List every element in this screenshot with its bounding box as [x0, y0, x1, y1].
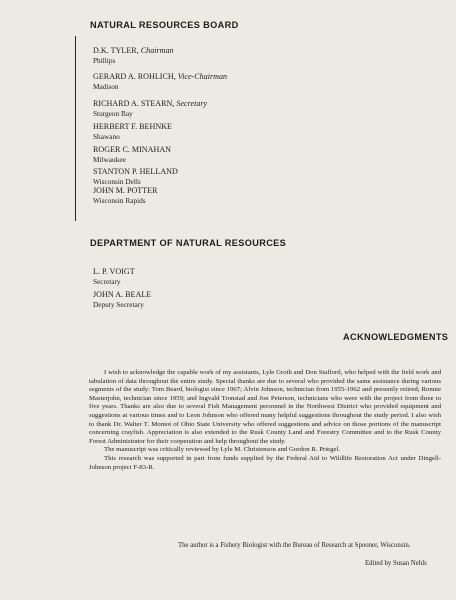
member-role: Vice-Chairman: [177, 72, 228, 81]
author-note: The author is a Fishery Biologist with the Bureau of Research at Spooner, Wisconsin.: [178, 542, 411, 549]
department-member: [93, 290, 151, 309]
board-member: [93, 186, 158, 205]
member-name: STANTON P. HELLAND: [93, 167, 178, 176]
member-name: JOHN M. POTTER: [93, 186, 158, 195]
member-role: Secretary: [176, 99, 208, 108]
member-role: Chairman: [140, 46, 174, 55]
member-title: Deputy Secretary: [93, 299, 144, 309]
member-name: HERBERT F. BEHNKE: [93, 122, 172, 131]
acknowledgments-paragraph: The manuscript was critically reviewed by Lyle M. Christenson and Gordon R. Priegel.: [104, 446, 341, 454]
member-place: Wisconsin Rapids: [93, 195, 146, 205]
board-member: [93, 46, 174, 65]
editor-note: Edited by Susan Nehls: [365, 560, 427, 567]
department-heading: DEPARTMENT OF NATURAL RESOURCES: [90, 238, 287, 248]
board-member: [93, 145, 171, 164]
acknowledgments-paragraph: This research was supported in part from funds supplied by the Federal Aid to Wildlife Restoration Act under Dingell-Johnson project F-83-R.: [89, 454, 441, 471]
board-heading: NATURAL RESOURCES BOARD: [90, 20, 239, 30]
board-member: [93, 99, 207, 118]
member-place: Madison: [93, 81, 119, 91]
board-member: [93, 167, 178, 186]
member-place: Shawano: [93, 131, 120, 141]
member-name: GERARD A. ROHLICH, Vice-Chairman: [93, 72, 228, 81]
acknowledgments-paragraph: I wish to acknowledge the capable work of my assistants, Lyle Groth and Don Stafford, who helped with the field work and tabulation of data throughout the entire study. Special thanks are due to several who provided the same assistance during various segments of the study: Tom Beard, biologist since 1967; Alvin Johnson, technician from 1955-1962 and presently retired; Ronnie Masterjohn, technician since 1959; and Ingvald Tronstad and Jon Peterson, technicians who were with the project from three to five years. Thanks are also due to several Fish Management personnel in the Northwest District who provided equipment and suggestions at various times and to Leon Johnson who offered many helpful suggestions throughout the study period. I also wish to thank Dr. Walter T. Momot of Ohio State University who offered suggestions and advice on those portions of the manuscript concerning crayfish. Appreciation is also extended to the Rusk County Land and Forestry Committee and to the Rusk County Forest Administrator for their cooperation and help throughout the study.: [89, 369, 441, 445]
member-place: Sturgeon Bay: [93, 108, 133, 118]
member-name: JOHN A. BEALE: [93, 290, 152, 299]
board-member: [93, 122, 172, 141]
member-name: ROGER C. MINAHAN: [93, 145, 172, 154]
member-place: Milwaukee: [93, 154, 126, 164]
acknowledgments-heading: ACKNOWLEDGMENTS: [343, 332, 449, 342]
board-vertical-rule: [75, 36, 76, 221]
acknowledgments-body: [89, 369, 441, 472]
member-place: Phillips: [93, 55, 116, 65]
member-name: D.K. TYLER, Chairman: [93, 46, 174, 55]
member-name: L. P. VOIGT: [93, 267, 135, 276]
department-member: [93, 267, 135, 286]
member-title: Secretary: [93, 276, 121, 286]
member-place: Wisconsin Dells: [93, 176, 141, 186]
member-name: RICHARD A. STEARN, Secretary: [93, 99, 208, 108]
board-member: [93, 72, 227, 91]
